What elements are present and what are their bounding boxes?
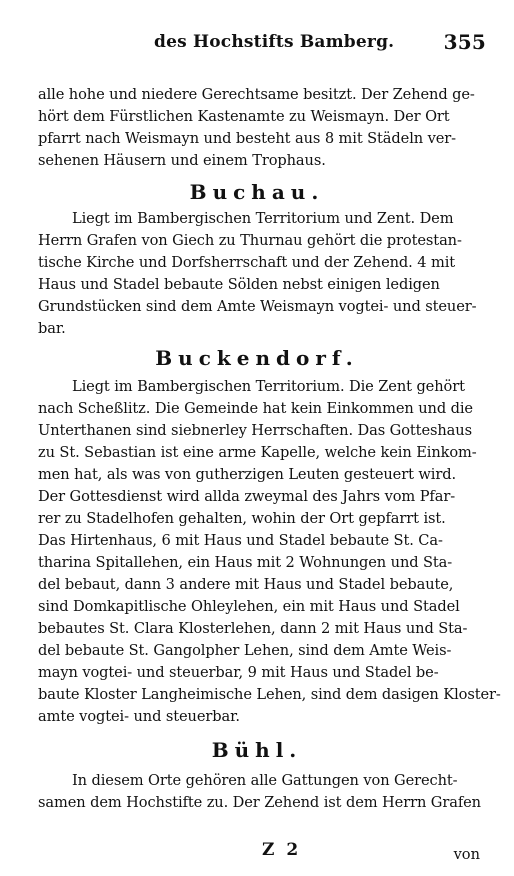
text-line: del bebaut, dann 3 andere mit Haus und Stadel bebaute, (38, 576, 454, 593)
text-line: alle hohe und niedere Gerechtsame besitzt. Der Zehend ge- (38, 86, 475, 103)
text-line: sind Domkapitlische Ohleylehen, ein mit Haus und Stadel (38, 598, 460, 615)
text-line: pfarrt nach Weismayn und besteht aus 8 mit Städeln ver- (38, 130, 456, 147)
text-line: Liegt im Bambergischen Territorium und Zent. Dem (72, 210, 454, 227)
text-line: nach Scheßlitz. Die Gemeinde hat kein Einkommen und die (38, 400, 473, 417)
entry-heading-buehl: Bühl. (211, 738, 303, 762)
text-line: men hat, als was von gutherzigen Leuten gesteuert wird. (38, 466, 456, 483)
text-line: bar. (38, 320, 66, 337)
text-line: Unterthanen sind siebnerley Herrschaften. Das Gotteshaus (38, 422, 472, 439)
text-line: hört dem Fürstlichen Kastenamte zu Weismayn. Der Ort (38, 108, 450, 125)
text-line: baute Kloster Langheimische Lehen, sind dem dasigen Kloster- (38, 686, 501, 703)
running-head (60, 30, 486, 58)
text-line: Haus und Stadel bebaute Sölden nebst einigen ledigen (38, 276, 440, 293)
text-line: mayn vogtei- und steuerbar, 9 mit Haus und Stadel be- (38, 664, 439, 681)
text-line: In diesem Orte gehören alle Gattungen von Gerecht- (72, 772, 458, 789)
text-line: amte vogtei- und steuerbar. (38, 708, 240, 725)
text-line: Grundstücken sind dem Amte Weismayn vogtei- und steuer- (38, 298, 477, 315)
entry-heading-buchau: Buchau. (189, 180, 325, 204)
text-line: bebautes St. Clara Klosterlehen, dann 2 mit Haus und Sta- (38, 620, 468, 637)
text-line: Das Hirtenhaus, 6 mit Haus und Stadel bebaute St. Ca- (38, 532, 443, 549)
page-number: 355 (443, 30, 486, 54)
entry-heading-buckendorf: Buckendorf. (155, 346, 359, 370)
text-line: Der Gottesdienst wird allda zweymal des Jahrs vom Pfar- (38, 488, 456, 505)
text-line: Herrn Grafen von Giech zu Thurnau gehört die protestan- (38, 232, 462, 249)
text-line: tische Kirche und Dorfsherrschaft und der Zehend. 4 mit (38, 254, 456, 271)
text-line: del bebaute St. Gangolpher Lehen, sind dem Amte Weis- (38, 642, 452, 659)
text-line: sehenen Häusern und einem Trophaus. (38, 152, 326, 169)
text-line: samen dem Hochstifte zu. Der Zehend ist dem Herrn Grafen (38, 794, 481, 811)
text-line: tharina Spitallehen, ein Haus mit 2 Wohnungen und Sta- (38, 554, 453, 571)
text-line: Liegt im Bambergischen Territorium. Die Zent gehört (72, 378, 465, 395)
signature-mark: Z 2 (262, 840, 302, 860)
text-line: rer zu Stadelhofen gehalten, wohin der Ort gepfarrt ist. (38, 510, 446, 527)
text-line: zu St. Sebastian ist eine arme Kapelle, welche kein Einkom- (38, 444, 477, 461)
running-head-title: des Hochstifts Bamberg. (154, 32, 395, 52)
catchword: von (453, 846, 480, 863)
